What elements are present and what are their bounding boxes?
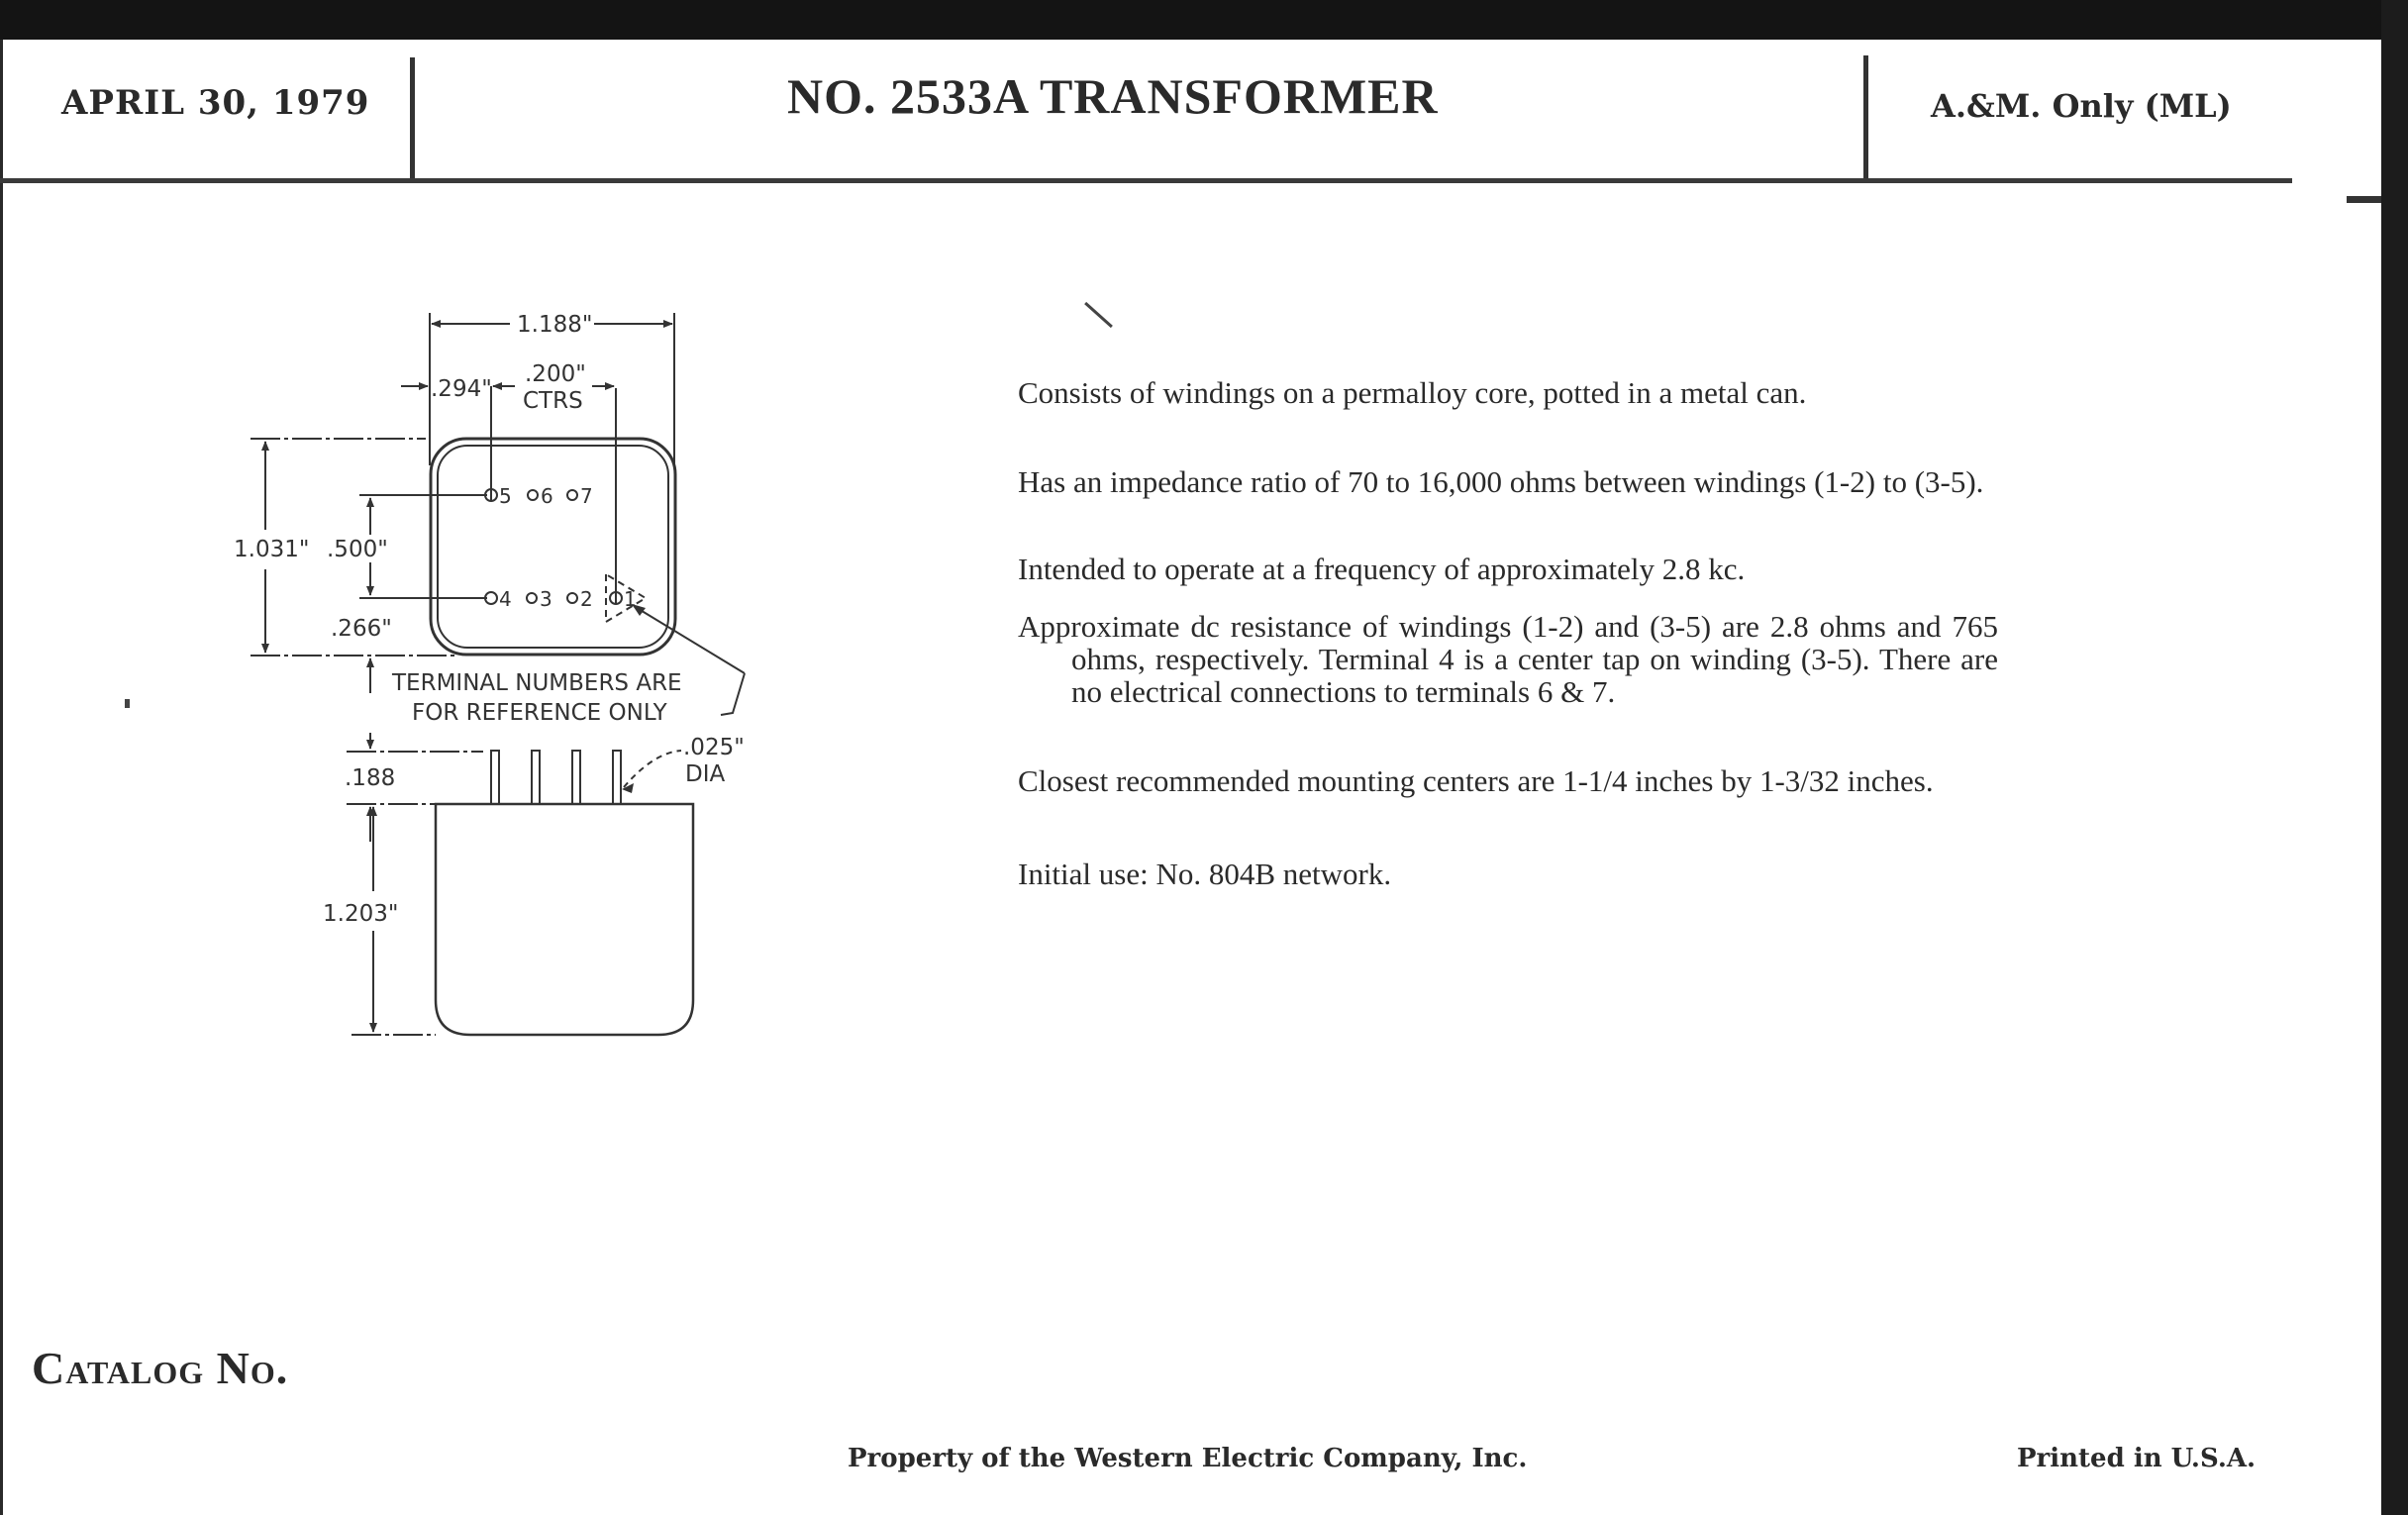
- dim-centers: .200": [525, 361, 586, 387]
- scan-left-edge: [0, 40, 3, 1515]
- terminal-label-7: 7: [580, 484, 593, 508]
- description-paragraph-6: Initial use: No. 804B network.: [1018, 857, 1392, 891]
- dim-overall-width: 1.188": [517, 312, 593, 338]
- terminal-6-hole: [528, 490, 538, 500]
- page-title: NO. 2533A TRANSFORMER: [787, 68, 1439, 124]
- terminal-label-1: 1: [624, 587, 637, 611]
- description-paragraph-4: Approximate dc resistance of windings (1-2) and (3-5) are 2.8 ohms and 765 ohms, respectively. Terminal 4 is a center tap on winding (3-5). There are no electrical connections to terminals 6 & 7.: [1018, 609, 1998, 709]
- dim-pin-diameter: .025": [683, 735, 745, 760]
- terminal-2-hole: [567, 593, 577, 603]
- scan-top-border: [0, 0, 2408, 40]
- description-paragraph-3: Intended to operate at a frequency of approximately 2.8 kc.: [1018, 552, 1746, 586]
- scan-mark: [1084, 302, 1113, 328]
- terminal-label-3: 3: [540, 587, 552, 611]
- dim-row-spacing: .500": [327, 537, 388, 562]
- terminal-3-hole: [527, 593, 537, 603]
- transformer-drawing: [218, 297, 772, 1050]
- dim-centers-label: CTRS: [523, 388, 583, 414]
- can-top-view-inner: [438, 446, 668, 648]
- dim-can-height: 1.203": [323, 901, 399, 927]
- dim-bottom-offset: .266": [331, 616, 392, 642]
- header-divider-left: [410, 57, 415, 180]
- distribution-restriction: A.&M. Only (ML): [1931, 87, 2232, 125]
- scan-mark: [125, 699, 130, 708]
- header-divider-right: [1863, 55, 1868, 180]
- terminal-pins: [491, 751, 621, 804]
- dim-pin-diameter-label: DIA: [685, 761, 726, 787]
- terminal-7-hole: [567, 490, 577, 500]
- dim-overall-depth: 1.031": [234, 537, 310, 562]
- scan-right-border: [2381, 0, 2408, 1515]
- footer-property-notice: Property of the Western Electric Company, Inc.: [848, 1444, 1528, 1473]
- margin-tick-mark: [2347, 196, 2381, 203]
- dim-offset: .294": [431, 376, 492, 402]
- reference-note-line1: TERMINAL NUMBERS ARE: [392, 670, 682, 696]
- description-paragraph-1: Consists of windings on a permalloy core, potted in a metal can.: [1018, 375, 1807, 410]
- issue-date: APRIL 30, 1979: [61, 83, 370, 123]
- description-paragraph-5: Closest recommended mounting centers are 1-1/4 inches by 1-3/32 inches.: [1018, 763, 1934, 798]
- description-paragraph-2: Has an impedance ratio of 70 to 16,000 ohms between windings (1-2) to (3-5).: [1018, 464, 1984, 499]
- terminal-label-5: 5: [499, 484, 512, 508]
- footer-printed-in: Printed in U.S.A.: [2017, 1444, 2257, 1473]
- header-rule: [0, 178, 2292, 183]
- terminal-label-6: 6: [541, 484, 553, 508]
- terminal-label-4: 4: [499, 587, 512, 611]
- can-top-view-outer: [431, 439, 675, 655]
- can-side-view: [436, 804, 693, 1035]
- dim-pin-length: .188: [345, 765, 396, 791]
- terminal-label-2: 2: [580, 587, 593, 611]
- reference-note-line2: FOR REFERENCE ONLY: [412, 700, 667, 726]
- catalog-number-label: Catalog No.: [32, 1343, 289, 1393]
